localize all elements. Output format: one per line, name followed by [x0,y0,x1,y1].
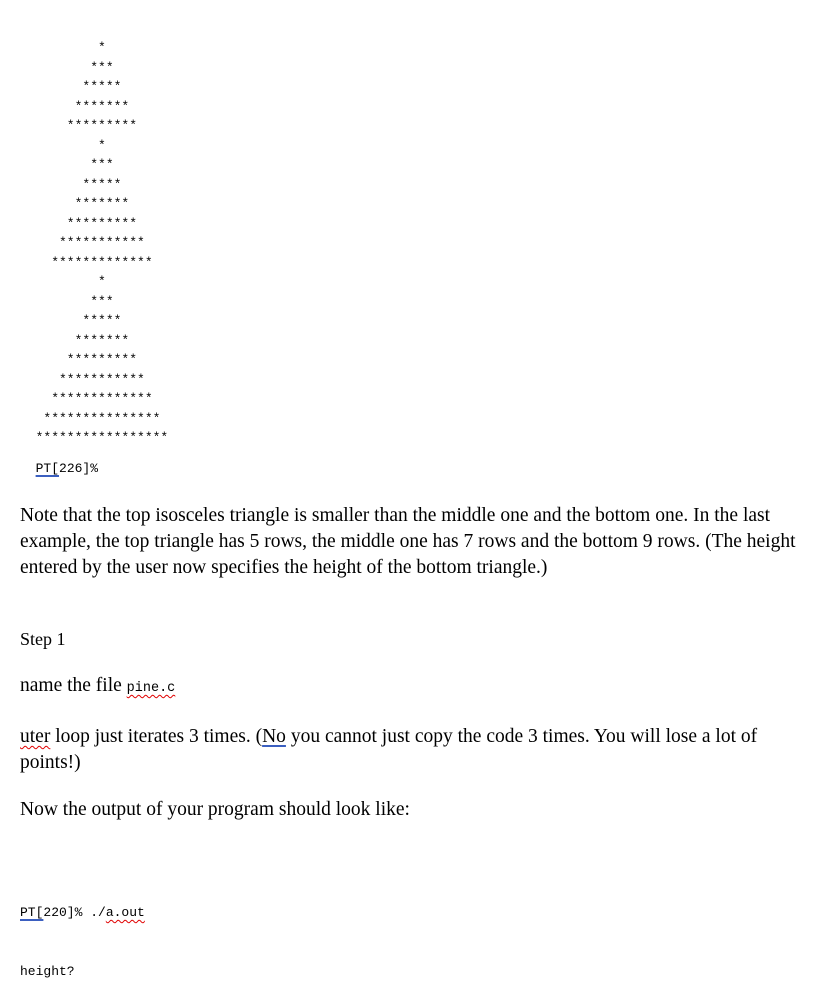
step-heading: Step 1 [20,629,66,649]
filename: pine.c [126,681,176,696]
output-intro: Now the output of your program should look like: [20,799,410,820]
console-prompt: 220]% ./ [43,905,106,920]
name-file-text: name the file [20,675,127,696]
tree-row: * [20,274,106,289]
prompt-number: 226]% [59,460,99,476]
tree-row: *************** [20,410,161,426]
tree-row: *** [20,157,114,172]
tree-row: *** [20,293,114,309]
tree-row: ***** [20,313,122,328]
terminal-prompt [20,439,98,478]
outer-loop-part2: you cannot just copy the code 3 times. You will lose a lot of points!) [20,726,758,773]
note-paragraph: Note that the top isosceles triangle is smaller than the middle one and the bottom one. In the last example, the top triangle has 5 rows, the middle one has 7 rows and the bottom 9 rows. (The height entered by the user now specifies the height of the bottom triangle.) [20,505,796,578]
tree-row: ******* [20,332,130,348]
tree-row: ******* [20,98,130,114]
no-word: No [262,726,286,747]
console-command-line [20,903,145,923]
tree-row: ********* [20,118,138,133]
outer-loop-part1: loop just iterates 3 times. ( [50,726,263,747]
tree-row: ************* [20,391,153,406]
tree-row: * [20,40,106,55]
tree-row: ***** [20,79,122,94]
outer-loop-paragraph [20,724,805,776]
tree-row: *********** [20,371,145,387]
pine-tree-output [20,38,168,448]
tree-row: ************* [20,254,153,270]
tree-row: * [20,137,106,153]
tree-row: ***************** [20,430,169,445]
console-command: a.out [105,905,145,920]
console-height-prompt: height? [20,963,75,979]
tree-row: ******* [20,196,130,211]
tree-row: ********* [20,215,138,231]
name-file-line [20,673,805,702]
console-output [20,864,145,1001]
tree-row: ***** [20,176,122,192]
prompt-host: PT[ [35,460,60,476]
outer-word: uter [20,726,51,747]
tree-row: ********* [20,352,138,367]
console-host: PT[ [20,905,44,920]
tree-row: *** [20,59,114,75]
tree-row: *********** [20,235,145,250]
